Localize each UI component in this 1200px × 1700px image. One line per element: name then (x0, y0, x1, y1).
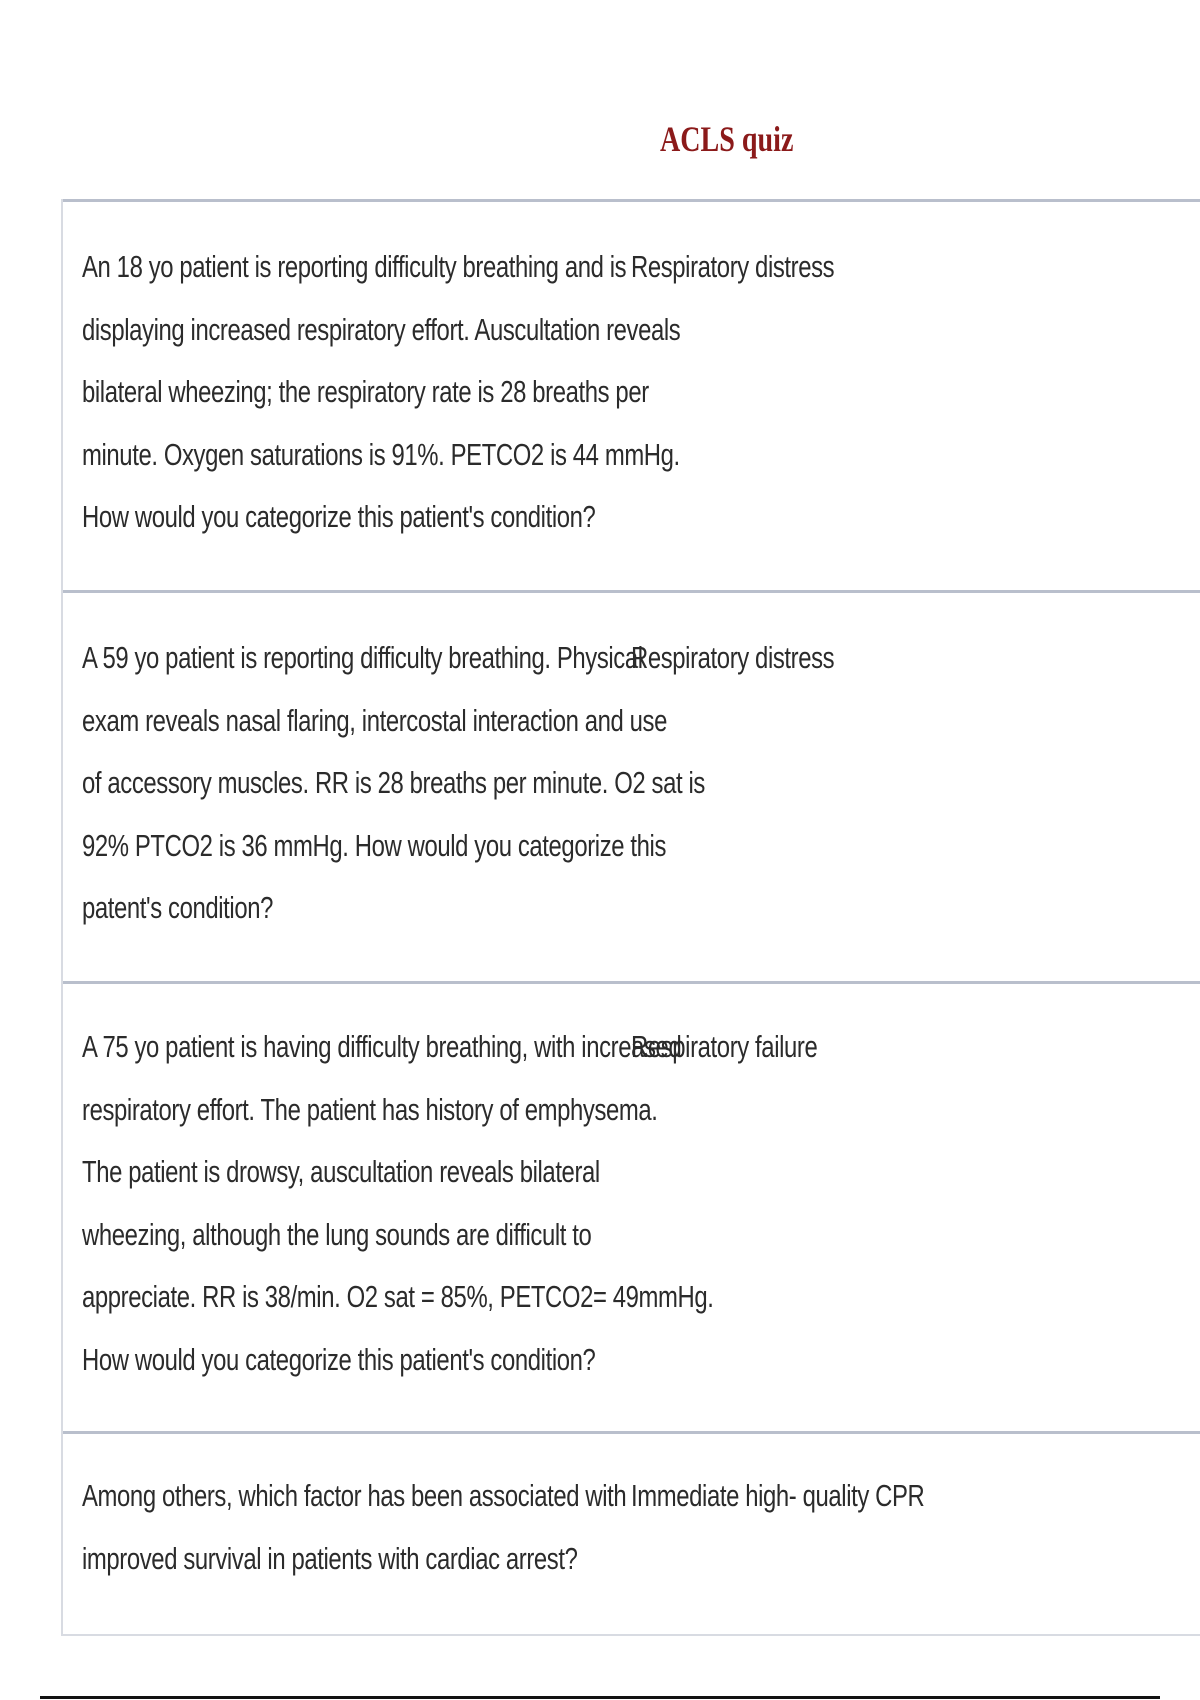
question-line: How would you categorize this patient's condition? (82, 1341, 596, 1377)
answer-text: Respiratory failure (631, 1029, 818, 1064)
page-title: ACLS quiz (660, 119, 794, 159)
answer-text: Respiratory distress (631, 249, 835, 284)
question-line: A 59 yo patient is reporting difficulty breathing. Physical (82, 640, 643, 675)
question-text (82, 236, 681, 549)
question-line: An 18 yo patient is reporting difficulty breathing and is (82, 249, 627, 284)
flashcard-row (63, 1431, 1200, 1636)
flashcard-row (63, 199, 1200, 590)
question-line: A 75 yo patient is having difficulty breathing, with increased (82, 1029, 682, 1064)
question-text (82, 1465, 627, 1590)
question-line: appreciate. RR is 38/min. O2 sat = 85%, PETCO2= 49mmHg. (82, 1279, 714, 1314)
bottom-divider (40, 1696, 1160, 1699)
question-line: wheezing, although the lung sounds are difficult to (82, 1216, 592, 1252)
question-line: respiratory effort. The patient has history of emphysema. (82, 1091, 658, 1127)
flashcard-table (61, 199, 1200, 1636)
question-text (82, 1016, 714, 1391)
flashcard-row (63, 590, 1200, 981)
question-text (82, 627, 705, 940)
question-line: 92% PTCO2 is 36 mmHg. How would you categorize this (82, 827, 666, 863)
question-line: patent's condition? (82, 890, 274, 925)
question-line: improved survival in patients with cardiac arrest? (82, 1540, 578, 1576)
question-line: How would you categorize this patient's condition? (82, 499, 596, 534)
flashcard-row (63, 981, 1200, 1431)
question-line: of accessory muscles. RR is 28 breaths per minute. O2 sat is (82, 765, 705, 800)
question-line: bilateral wheezing; the respiratory rate is 28 breaths per (82, 374, 649, 409)
question-line: Among others, which factor has been associated with (82, 1478, 627, 1513)
question-line: The patient is drowsy, auscultation reveals bilateral (82, 1154, 600, 1189)
question-line: displaying increased respiratory effort. Auscultation reveals (82, 311, 681, 347)
answer-text: Immediate high- quality CPR (631, 1478, 925, 1513)
question-line: exam reveals nasal flaring, intercostal interaction and use (82, 702, 667, 738)
answer-text: Respiratory distress (631, 640, 835, 675)
question-line: minute. Oxygen saturations is 91%. PETCO2 is 44 mmHg. (82, 436, 680, 472)
